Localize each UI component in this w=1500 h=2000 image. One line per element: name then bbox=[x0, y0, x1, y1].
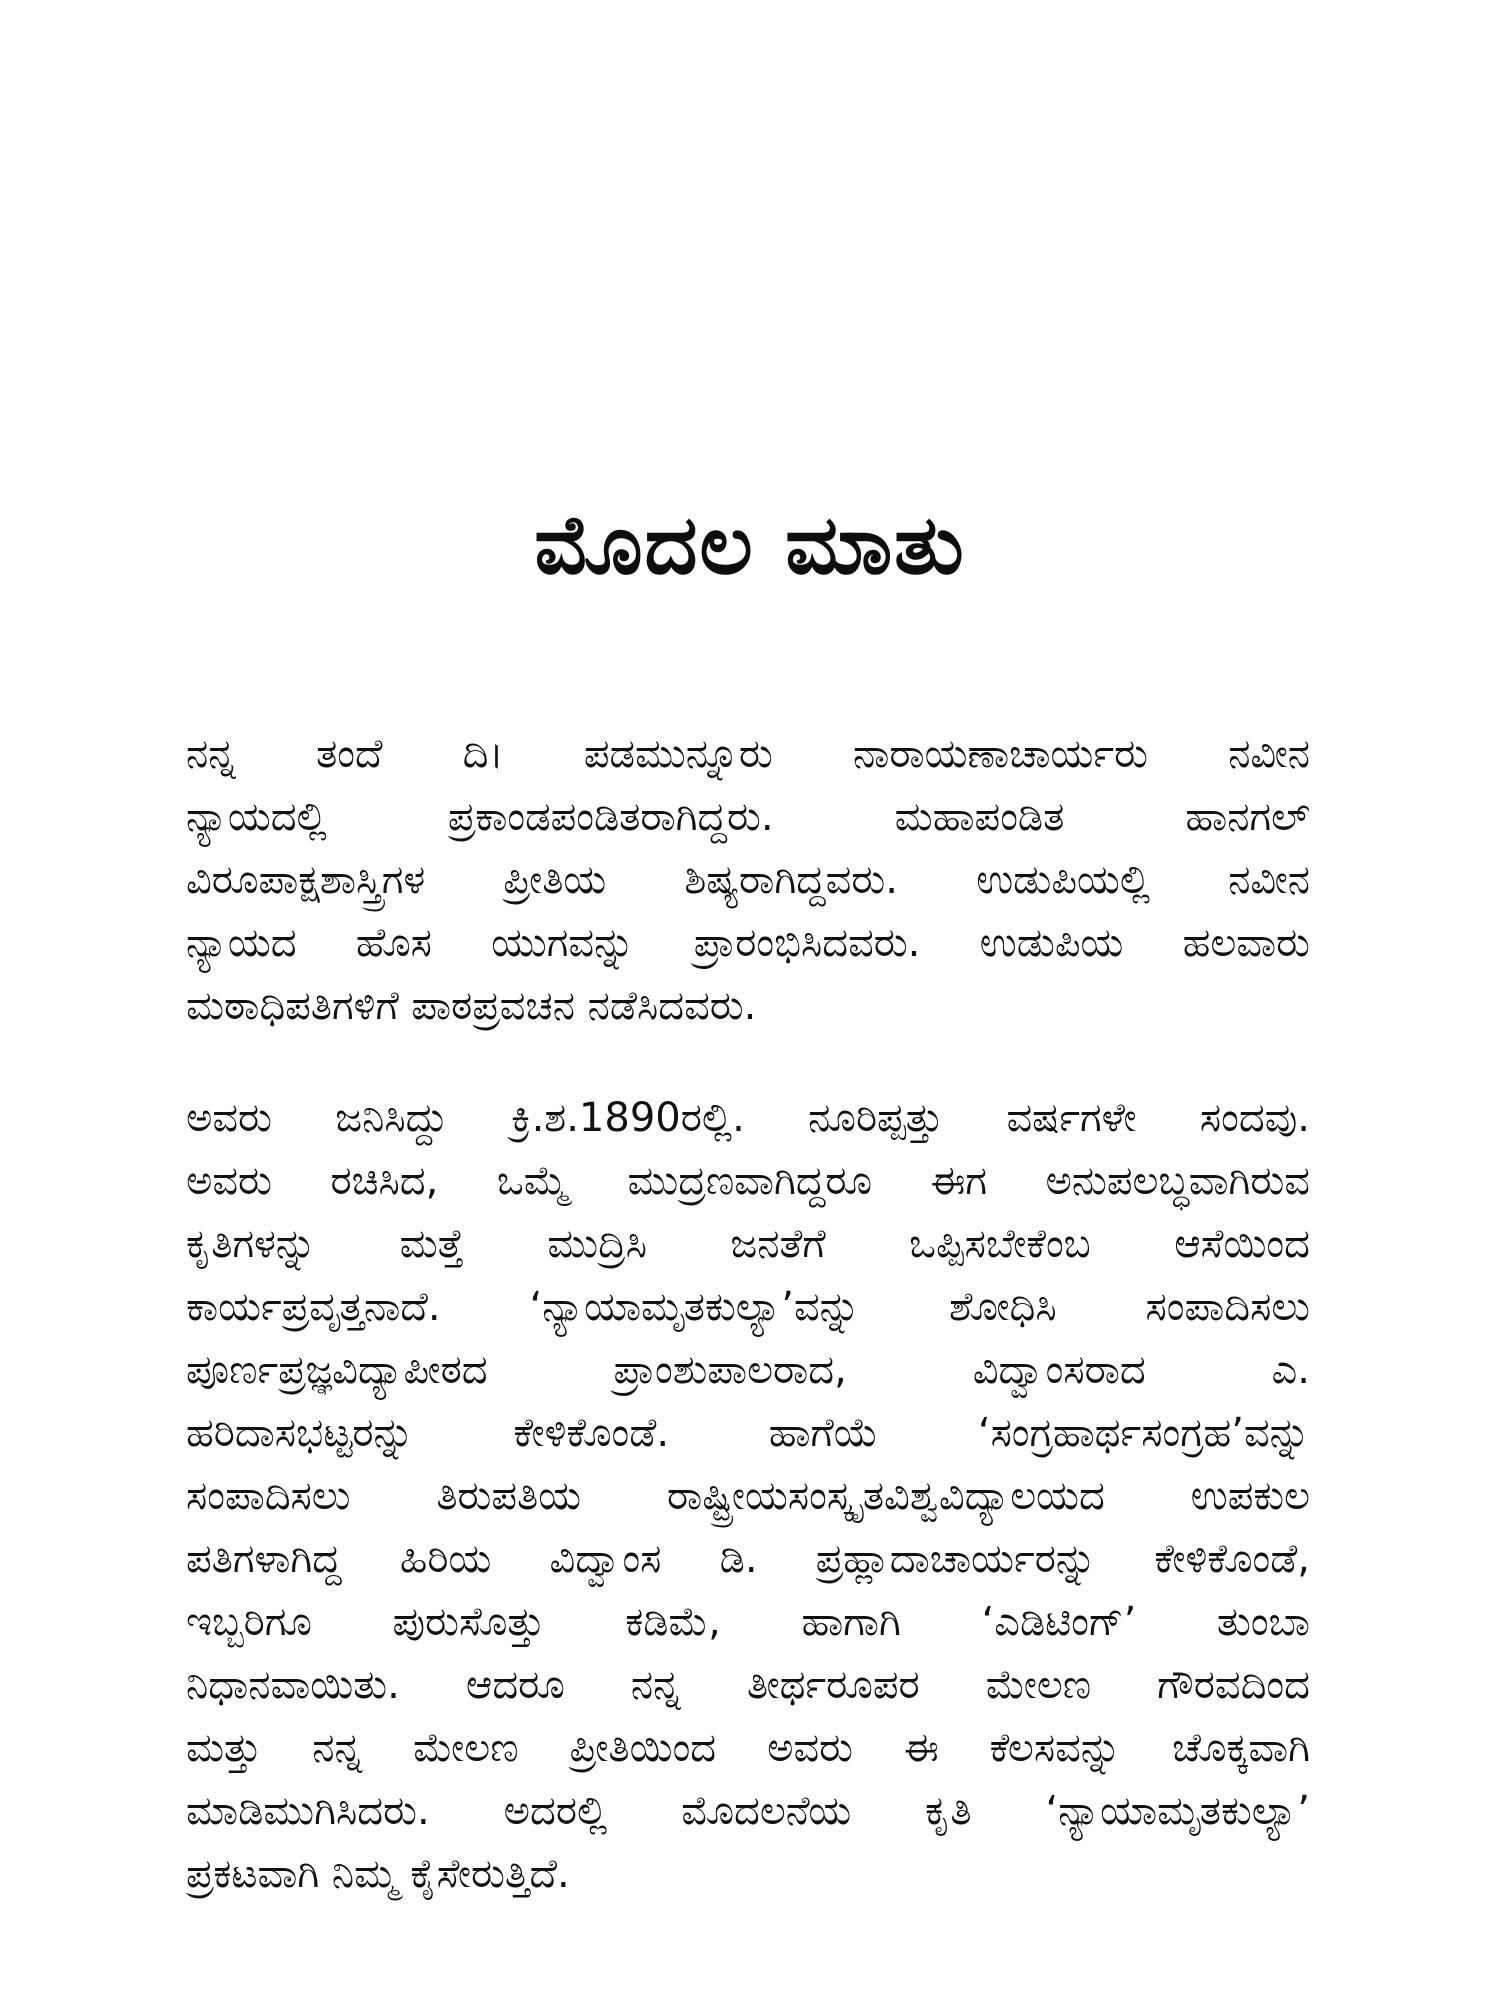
text-line: ನಿಧಾನವಾಯಿತು. ಆದರೂ ನನ್ನ ತೀರ್ಥರೂಪರ ಮೇಲಣ ಗೌರವದಿಂದ bbox=[186, 1662, 1310, 1708]
text-line: ಕಾರ್ಯಪ್ರವೃತ್ತನಾದೆ. ‘ನ್ಯಾಯಾಮೃತಕುಲ್ಯಾ’ವನ್ನು ಶೋಧಿಸಿ ಸಂಪಾದಿಸಲು bbox=[186, 1284, 1310, 1330]
text-line: ಕೃತಿಗಳನ್ನು ಮತ್ತೆ ಮುದ್ರಿಸಿ ಜನತೆಗೆ ಒಪ್ಪಿಸಬೇಕೆಂಬ ಆಸೆಯಿಂದ bbox=[186, 1221, 1310, 1267]
text-line: ಮತ್ತು ನನ್ನ ಮೇಲಣ ಪ್ರೀತಿಯಿಂದ ಅವರು ಈ ಕೆಲಸವನ್ನು ಚೊಕ್ಕವಾಗಿ bbox=[186, 1725, 1310, 1771]
text-line: ಪೂರ್ಣಪ್ರಜ್ಞವಿದ್ಯಾಪೀಠದ ಪ್ರಾಂಶುಪಾಲರಾದ, ವಿದ್ವಾಂಸರಾದ ಎ. bbox=[186, 1347, 1310, 1393]
text-line: ಸಂಪಾದಿಸಲು ತಿರುಪತಿಯ ರಾಷ್ಟ್ರೀಯಸಂಸ್ಕೃತವಿಶ್ವವಿದ್ಯಾಲಯದ ಉಪಕುಲ bbox=[186, 1473, 1310, 1519]
page-title: ಮೊದಲ ಮಾತು bbox=[534, 498, 966, 593]
text-line: ಅವರು ರಚಿಸಿದ, ಒಮ್ಮೆ ಮುದ್ರಣವಾಗಿದ್ದರೂ ಈಗ ಅನುಪಲಬ್ಧವಾಗಿರುವ bbox=[186, 1158, 1310, 1204]
text-line: ನ್ಯಾಯದಲ್ಲಿ ಪ್ರಕಾಂಡಪಂಡಿತರಾಗಿದ್ದರು. ಮಹಾಪಂಡಿತ ಹಾನಗಲ್ bbox=[186, 794, 1310, 840]
text-line: ವಿರೂಪಾಕ್ಷಶಾಸ್ತ್ರಿಗಳ ಪ್ರೀತಿಯ ಶಿಷ್ಯರಾಗಿದ್ದವರು. ಉಡುಪಿಯಲ್ಲಿ ನವೀನ bbox=[186, 857, 1310, 903]
text-line: ನನ್ನ ತಂದೆ ದಿ। ಪಡಮುನ್ನೂರು ನಾರಾಯಣಾಚಾರ್ಯರು ನವೀನ bbox=[186, 731, 1310, 777]
text-line: ನ್ಯಾಯದ ಹೊಸ ಯುಗವನ್ನು ಪ್ರಾರಂಭಿಸಿದವರು. ಉಡುಪಿಯ ಹಲವಾರು bbox=[186, 920, 1310, 966]
paragraph-2 bbox=[186, 1087, 1310, 1906]
text-line: ಇಬ್ಬರಿಗೂ ಪುರುಸೊತ್ತು ಕಡಿಮೆ, ಹಾಗಾಗಿ ‘ಎಡಿಟಿಂಗ್’ ತುಂಬಾ bbox=[186, 1599, 1310, 1645]
paragraph-1 bbox=[186, 723, 1310, 1038]
text-line: ಹರಿದಾಸಭಟ್ಟರನ್ನು ಕೇಳಿಕೊಂಡೆ. ಹಾಗೆಯೆ ‘ಸಂಗ್ರಹಾರ್ಥಸಂಗ್ರಹ’ವನ್ನು bbox=[186, 1410, 1310, 1456]
text-line: ಪ್ರಕಟವಾಗಿ ನಿಮ್ಮ ಕೈಸೇರುತ್ತಿದೆ. bbox=[186, 1851, 570, 1897]
text-line: ಪತಿಗಳಾಗಿದ್ದ ಹಿರಿಯ ವಿದ್ವಾಂಸ ಡಿ. ಪ್ರಹ್ಲಾದಾಚಾರ್ಯರನ್ನು ಕೇಳಿಕೊಂಡೆ, bbox=[186, 1536, 1310, 1582]
text-line: ಅವರು ಜನಿಸಿದ್ದು ಕ್ರಿ.ಶ.1890ರಲ್ಲಿ. ನೂರಿಪ್ಪತ್ತು ವರ್ಷಗಳೇ ಸಂದವು. bbox=[186, 1095, 1310, 1141]
text-line: ಮಾಡಿಮುಗಿಸಿದರು. ಅದರಲ್ಲಿ ಮೊದಲನೆಯ ಕೃತಿ ‘ನ್ಯಾಯಾಮೃತಕುಲ್ಯಾ’ bbox=[186, 1788, 1310, 1834]
text-line: ಮಠಾಧಿಪತಿಗಳಿಗೆ ಪಾಠಪ್ರವಚನ ನಡೆಸಿದವರು. bbox=[186, 983, 757, 1029]
